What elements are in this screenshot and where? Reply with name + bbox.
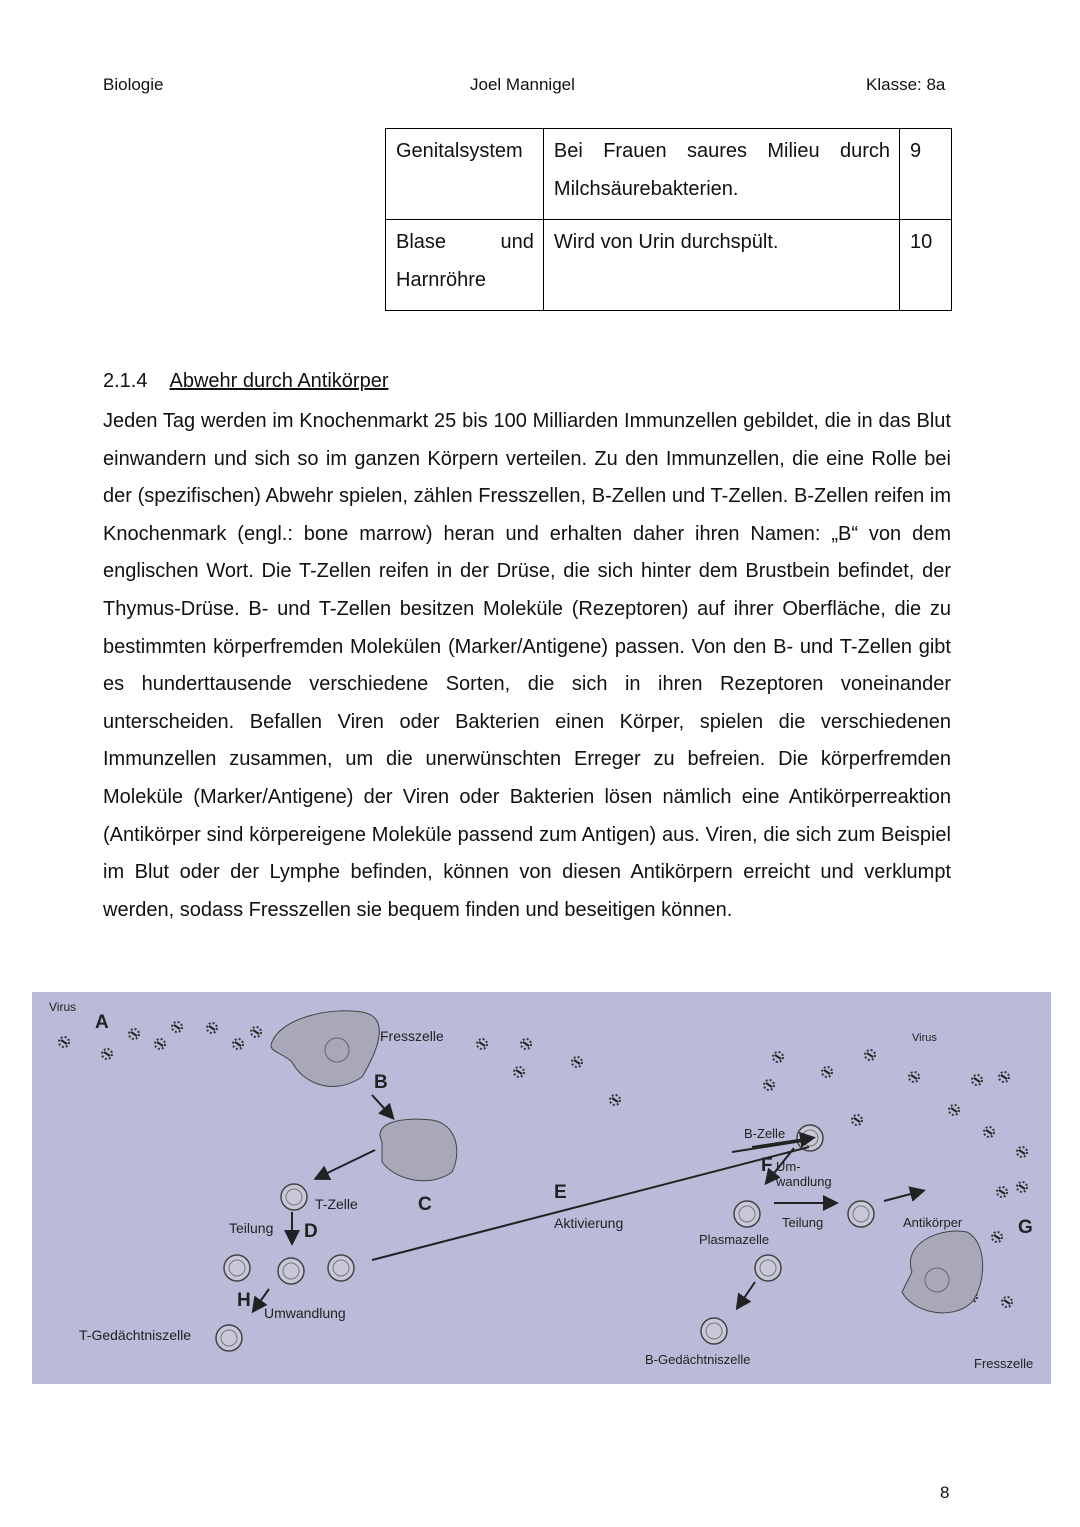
- t-zelle-label: T-Zelle: [315, 1196, 358, 1212]
- header-class: Klasse: 8a: [866, 75, 946, 94]
- step-b-label: B: [374, 1072, 388, 1093]
- table-row: [386, 129, 952, 220]
- number-cell: 10: [900, 220, 952, 311]
- immune-response-diagram: [32, 992, 1051, 1384]
- organ-cell: Genitalsystem: [386, 129, 544, 220]
- section-number: 2.1.4: [103, 370, 148, 392]
- step-e-label: E: [554, 1182, 567, 1203]
- description-cell: Bei Frauen saures Milieu durch Milchsäurebakterien.: [543, 129, 899, 220]
- step-c-label: C: [418, 1194, 432, 1215]
- fresszelle-presenting-shape: [380, 1119, 457, 1181]
- section-body: Jeden Tag werden im Knochenmarkt 25 bis 100 Milliarden Immunzellen gebildet, die in das Blut einwandern und sich so im ganzen Körpern verteilen. Zu den Immunzellen, die eine Rolle bei der (spezifischen) Abwehr spielen, zählen Fresszellen, B-Zellen und T-Zellen. B-Zellen reifen im Knochenmark (engl.: bone marrow) heran und erhalten daher ihren Namen: „B“ von dem englischen Wort. Die T-Zellen reifen in der Drüse, die sich hinter dem Brustbein befindet, der Thymus-Drüse. B- und T-Zellen besitzen Moleküle (Rezeptoren) auf ihrer Oberfläche, die zu bestimmten körperfremden Molekülen (Marker/Antigene) passen. Von den B- und T-Zellen gibt es hunderttausende verschiedene Sorten, die sich in ihren Rezeptoren voneinander unterscheiden. Befallen Viren oder Bakterien einen Körper, spielen die verschiedenen Immunzellen zusammen, um die unerwünschten Erreger zu befreien. Die körperfremden Moleküle (Marker/Antigene) der Viren oder Bakterien lösen nämlich eine Antikörperreaktion (Antikörper sind körpereigene Moleküle passend zum Antigen) aus. Viren, die sich zum Beispiel im Blut oder der Lymphe befinden, können von diesen Antikörpern erreicht und verklumpt werden, sodass Fresszellen sie bequem finden und beseitigen können.: [103, 410, 951, 921]
- diagram-drawing: [32, 992, 1051, 1384]
- teilung-b-label: Teilung: [782, 1215, 824, 1230]
- header-subject: Biologie: [103, 75, 164, 94]
- fresszelle-shape: [902, 1231, 983, 1313]
- step-a-label: A: [95, 1012, 109, 1033]
- step-f-label: F: [761, 1155, 773, 1176]
- step-h-label: H: [237, 1290, 251, 1311]
- antikoerper-label: Antikörper: [903, 1215, 963, 1230]
- description-cell: Wird von Urin durchspült.: [543, 220, 899, 311]
- t-gedaechtniszelle-label: T-Gedächtniszelle: [79, 1327, 192, 1343]
- header-author: Joel Mannigel: [470, 75, 575, 94]
- virus-label: Virus: [49, 1000, 77, 1014]
- fresszelle-label-right: Fresszelle: [974, 1356, 1034, 1371]
- section-title: Abwehr durch Antikörper: [169, 370, 389, 392]
- page-number: 8: [940, 1483, 950, 1502]
- b-zelle-label: B-Zelle: [744, 1126, 786, 1141]
- fresszelle-label: Fresszelle: [380, 1028, 444, 1044]
- number-cell: 9: [900, 129, 952, 220]
- virus-label-right: Virus: [912, 1032, 937, 1044]
- step-d-label: D: [304, 1221, 318, 1242]
- defense-table: [385, 128, 952, 311]
- b-gedaechtniszelle-label: B-Gedächtniszelle: [645, 1352, 751, 1367]
- section-heading: [103, 370, 389, 393]
- teilung-label: Teilung: [229, 1220, 274, 1236]
- step-g-label: G: [1018, 1217, 1033, 1238]
- umwandlung-label: Umwandlung: [264, 1305, 346, 1321]
- umwandlung-b-label: Um- wandlung: [776, 1159, 832, 1189]
- virus-icons: [59, 1022, 1027, 1307]
- aktivierung-label: Aktivierung: [554, 1215, 624, 1231]
- plasmazelle-label: Plasmazelle: [699, 1232, 770, 1247]
- table-row: [386, 220, 952, 311]
- organ-cell: Blase und Harnröhre: [386, 220, 544, 311]
